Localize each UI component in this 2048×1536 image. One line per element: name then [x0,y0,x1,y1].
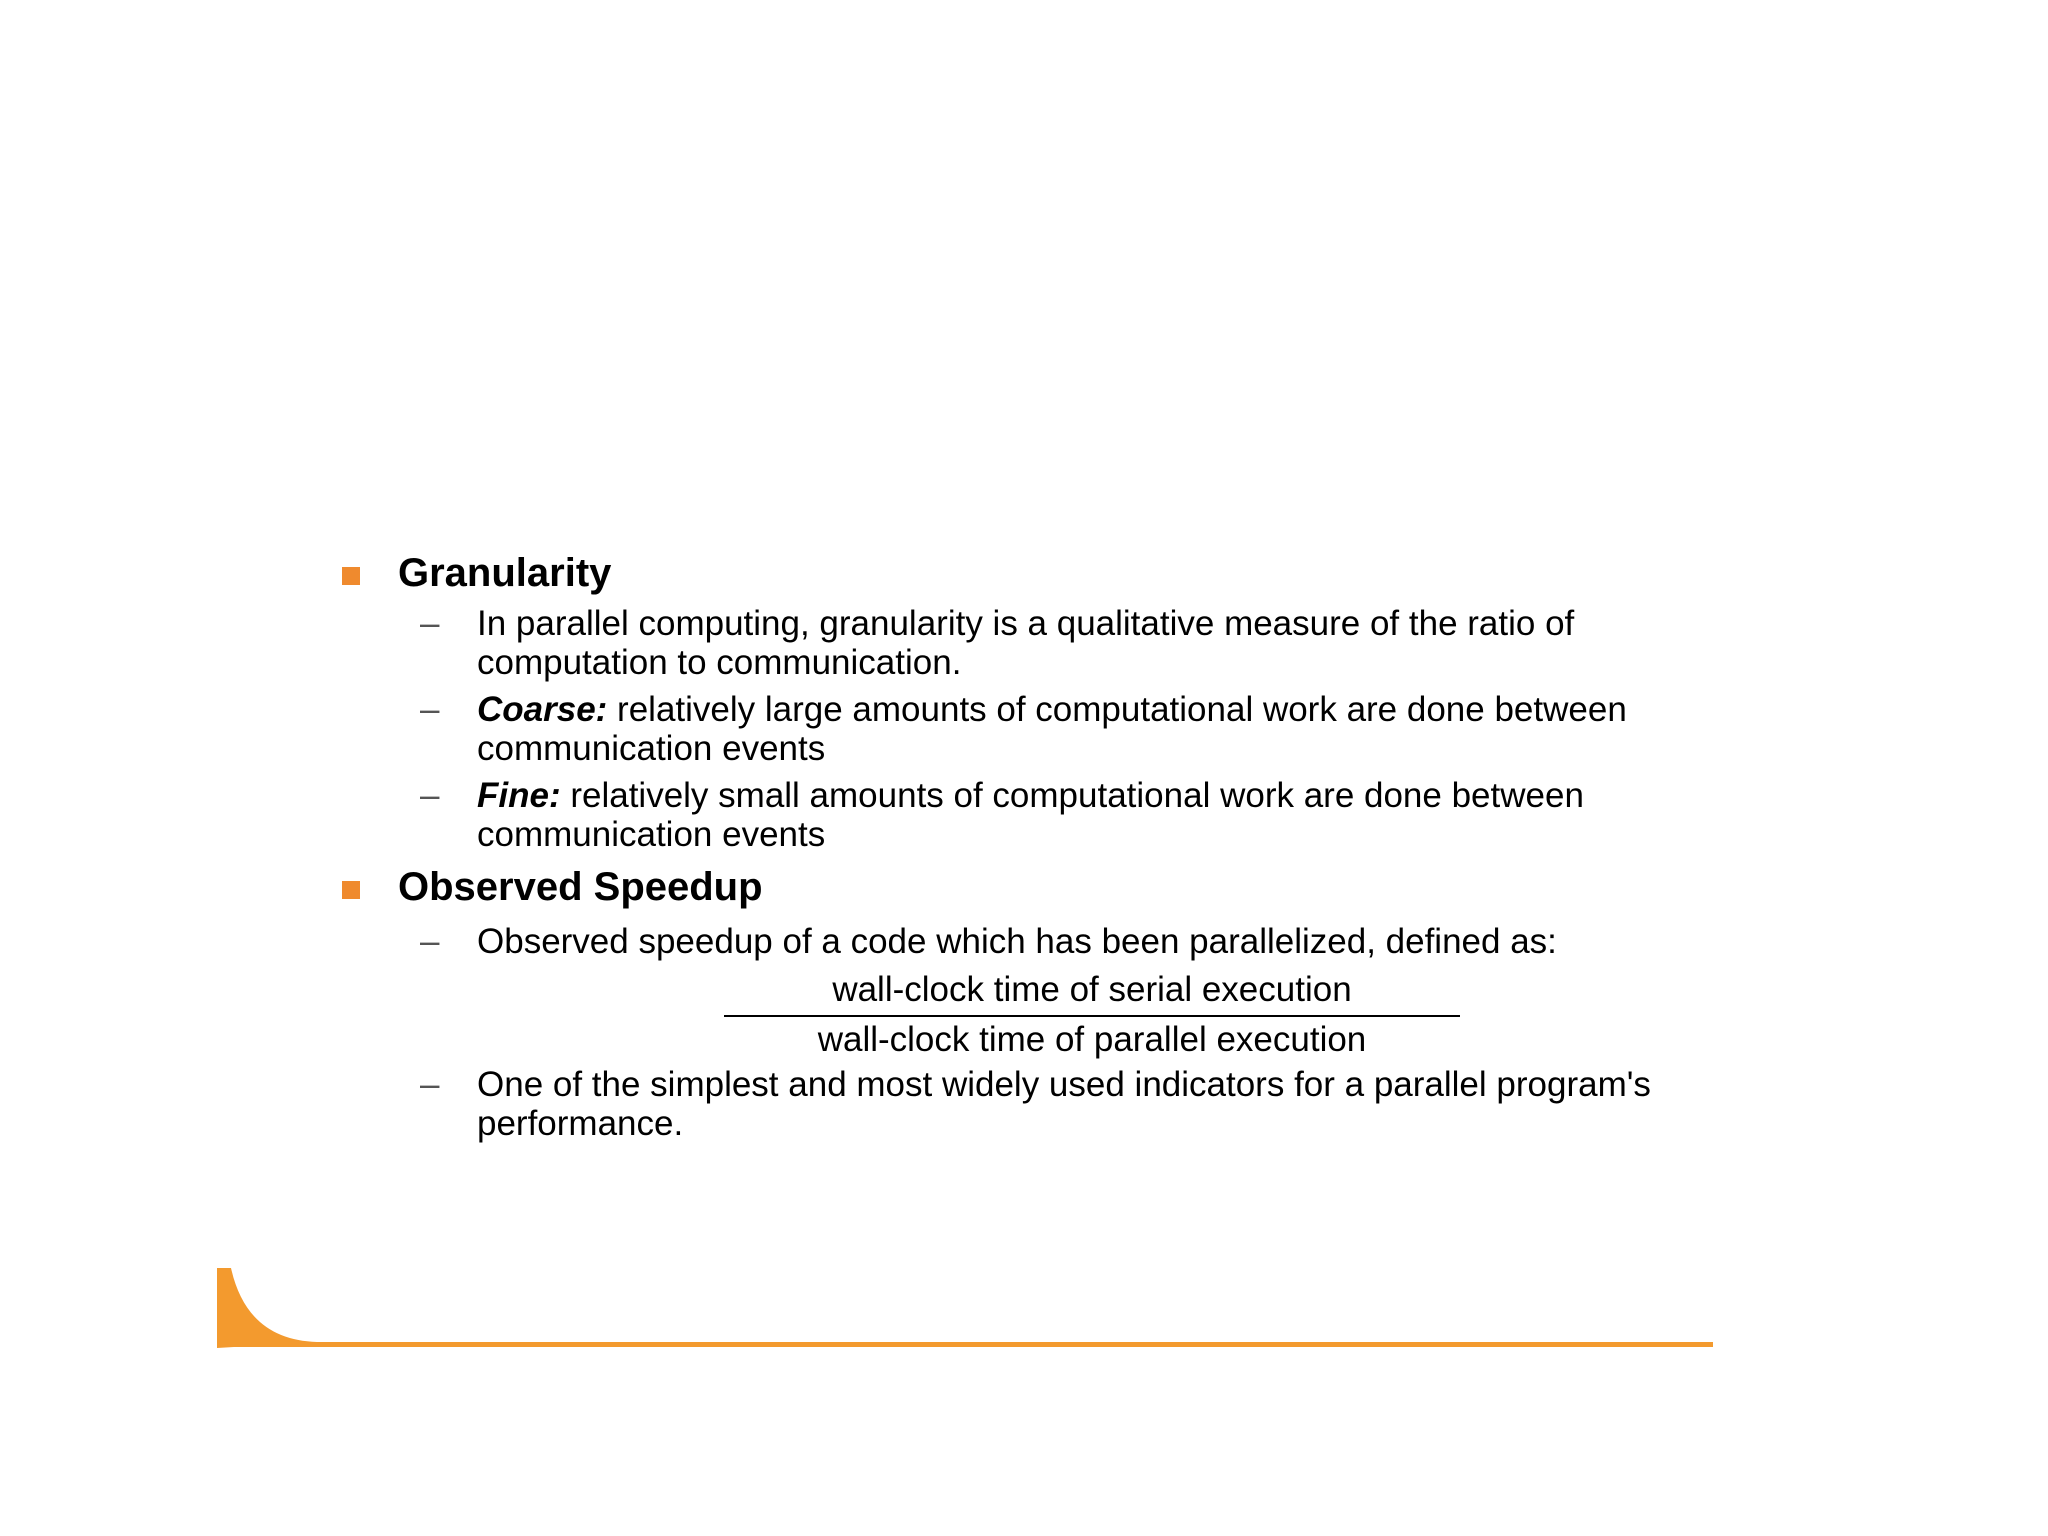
term-label: Coarse: [477,690,608,729]
bullet-observed-speedup [340,864,1760,910]
sub-bullet-text: Observed speedup of a code which has been parallelized, defined as: [477,922,1557,961]
dash-bullet-icon: – [420,776,440,815]
fraction-numerator: wall-clock time of serial execution [724,969,1460,1017]
square-bullet-icon [342,567,360,585]
sub-bullet-text: In parallel computing, granularity is a qualitative measure of the ratio of computation to communication. [477,604,1575,682]
sub-bullet-text: relatively small amounts of computational work are done between communication events [477,776,1584,854]
bullet-granularity [340,550,1760,596]
fraction-denominator: wall-clock time of parallel execution [817,1020,1367,1059]
term-label: Fine: [477,776,561,815]
bullet-title: Observed Speedup [398,865,763,909]
sub-bullet-speedup-indicator [340,1065,1767,1143]
footer-corner-curve [217,1268,317,1348]
sub-bullet-granularity-definition [340,604,1767,682]
sub-bullet-text: One of the simplest and most widely used indicators for a parallel program's performance. [477,1065,1651,1143]
sub-bullet-text: relatively large amounts of computational work are done between communication events [477,690,1627,768]
footer-rule-line [217,1342,1713,1347]
bullet-title: Granularity [398,551,612,595]
dash-bullet-icon: – [420,604,440,643]
footer-decoration [217,1268,1713,1348]
speedup-fraction [724,969,1460,1061]
sub-bullet-fine [340,776,1767,854]
dash-bullet-icon: – [420,690,440,729]
square-bullet-icon [342,881,360,899]
sub-bullet-coarse [340,690,1767,768]
slide-content [340,546,1760,1143]
dash-bullet-icon: – [420,1065,440,1104]
dash-bullet-icon: – [420,922,440,961]
sub-bullet-speedup-definition [340,922,1767,961]
